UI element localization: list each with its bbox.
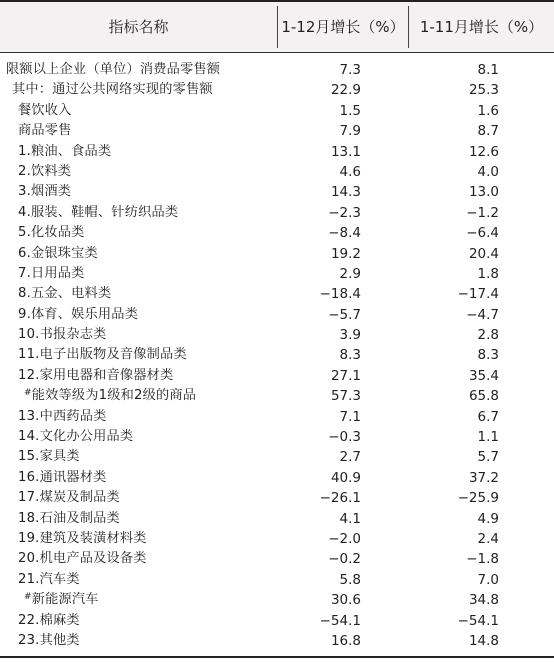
table-row xyxy=(0,305,554,325)
jan-dec-growth-value: −0.3 xyxy=(328,429,361,446)
bottom-rule xyxy=(0,656,554,658)
row-label-text: 15.家具类 xyxy=(18,449,80,465)
row-label-text: 2.饮料类 xyxy=(18,163,72,179)
jan-dec-growth-value: 1.5 xyxy=(339,102,361,119)
jan-dec-growth-value: 7.3 xyxy=(339,62,361,78)
row-label xyxy=(18,162,71,182)
table-row xyxy=(0,570,554,590)
footnote-mark: # xyxy=(24,592,32,603)
row-label xyxy=(18,407,107,427)
table-row xyxy=(0,407,554,427)
table-row xyxy=(0,447,554,467)
row-label xyxy=(18,427,133,447)
table-row xyxy=(0,509,554,529)
jan-nov-growth-value: 1.1 xyxy=(477,429,499,446)
jan-nov-growth-value: 65.8 xyxy=(468,388,499,405)
table-row xyxy=(0,223,554,243)
table-row xyxy=(0,366,554,386)
jan-dec-growth-value: 27.1 xyxy=(330,367,361,384)
table-row xyxy=(0,325,554,345)
row-label xyxy=(18,182,71,202)
row-label-text: 商品零售 xyxy=(18,123,72,139)
table-row xyxy=(0,182,554,202)
table-row xyxy=(0,264,554,284)
table-row xyxy=(0,162,554,182)
jan-dec-growth-value: 57.3 xyxy=(330,388,361,405)
jan-nov-growth-value: 1.8 xyxy=(477,265,499,282)
jan-nov-growth-value: 25.3 xyxy=(468,82,499,99)
row-label xyxy=(18,468,107,488)
jan-dec-growth-value: 4.1 xyxy=(339,510,361,527)
row-label-text: 4.服装、鞋帽、针纺织品类 xyxy=(18,204,179,220)
table-row xyxy=(0,529,554,549)
header-indicator-name: 指标名称 xyxy=(108,18,169,36)
row-label-text: 13.中西药品类 xyxy=(18,408,107,424)
row-label xyxy=(18,264,85,284)
jan-dec-growth-value: 2.9 xyxy=(339,265,361,282)
row-label xyxy=(18,488,120,508)
row-label xyxy=(18,631,80,651)
jan-nov-growth-value: −1.2 xyxy=(466,204,499,221)
row-label-text: 11.电子出版物及音像制品类 xyxy=(18,347,187,363)
jan-dec-growth-value: 7.1 xyxy=(339,408,361,425)
table-row xyxy=(0,80,554,100)
jan-nov-growth-value: −25.9 xyxy=(457,490,499,507)
jan-dec-growth-value: 16.8 xyxy=(330,632,361,649)
row-label xyxy=(18,203,178,223)
jan-dec-growth-value: −18.4 xyxy=(319,286,361,303)
jan-dec-growth-value: −5.7 xyxy=(328,306,361,323)
jan-nov-growth-value: 2.8 xyxy=(477,327,499,344)
row-label-text: 16.通讯器材类 xyxy=(18,469,107,485)
table-row xyxy=(0,121,554,141)
header-jan-dec-growth: 1-12月增长（%） xyxy=(281,18,405,36)
row-label xyxy=(18,570,80,590)
row-label xyxy=(18,121,72,141)
jan-dec-growth-value: 22.9 xyxy=(330,82,361,99)
jan-dec-growth-value: 8.3 xyxy=(339,347,361,364)
table-body xyxy=(0,60,554,651)
row-label xyxy=(12,80,213,100)
row-label-text: 20.机电产品及设备类 xyxy=(18,551,147,567)
jan-dec-growth-value: −8.4 xyxy=(328,225,361,242)
row-label xyxy=(18,223,85,243)
jan-dec-growth-value: 3.9 xyxy=(339,327,361,344)
jan-dec-growth-value: −0.2 xyxy=(328,551,361,568)
jan-dec-growth-value: 30.6 xyxy=(330,592,361,609)
header-jan-nov-growth: 1-11月增长（%） xyxy=(419,18,544,36)
jan-dec-growth-value: 19.2 xyxy=(330,245,361,262)
jan-dec-growth-value: 40.9 xyxy=(330,469,361,486)
row-label xyxy=(18,611,80,631)
row-label-text: 12.家用电器和音像器材类 xyxy=(18,367,174,383)
table-row xyxy=(0,284,554,304)
row-label-text: 能效等级为1级和2级的商品 xyxy=(31,388,197,404)
table-row xyxy=(0,244,554,264)
row-label xyxy=(18,529,147,549)
row-label xyxy=(18,142,111,162)
jan-nov-growth-value: 4.0 xyxy=(477,163,499,180)
jan-nov-growth-value: −1.8 xyxy=(466,551,499,568)
jan-dec-growth-value: −26.1 xyxy=(319,490,361,507)
jan-dec-growth-value: −54.1 xyxy=(319,612,361,629)
row-label-text: 17.煤炭及制品类 xyxy=(18,490,120,506)
row-label xyxy=(18,509,120,529)
table-row xyxy=(0,468,554,488)
row-label-text: 21.汽车类 xyxy=(18,571,80,587)
table-row xyxy=(0,60,554,80)
jan-nov-growth-value: 20.4 xyxy=(468,245,499,262)
table-row xyxy=(0,549,554,569)
jan-nov-growth-value: 34.8 xyxy=(468,592,499,609)
row-label-text: 14.文化办公用品类 xyxy=(18,429,134,445)
row-label xyxy=(18,447,80,467)
row-label xyxy=(18,549,147,569)
row-label xyxy=(18,284,111,304)
row-label xyxy=(6,60,220,80)
row-label-text: 6.金银珠宝类 xyxy=(18,245,98,261)
jan-dec-growth-value: 4.6 xyxy=(339,163,361,180)
row-label-text: 5.化妆品类 xyxy=(18,225,85,241)
jan-nov-growth-value: 8.3 xyxy=(477,347,499,364)
jan-nov-growth-value: 6.7 xyxy=(477,408,499,425)
row-label-text: 7.日用品类 xyxy=(18,265,85,281)
row-label-text: 3.烟酒类 xyxy=(18,184,72,200)
row-label xyxy=(18,101,72,121)
jan-nov-growth-value: −6.4 xyxy=(466,225,499,242)
jan-nov-growth-value: 2.4 xyxy=(477,530,499,547)
jan-nov-growth-value: 35.4 xyxy=(468,367,499,384)
row-label-text: 其中：通过公共网络实现的零售额 xyxy=(12,82,213,98)
jan-dec-growth-value: −2.0 xyxy=(328,530,361,547)
table-row xyxy=(0,101,554,121)
jan-nov-growth-value: 8.1 xyxy=(477,62,499,78)
row-label-text: 新能源汽车 xyxy=(31,592,99,608)
jan-nov-growth-value: −17.4 xyxy=(457,286,499,303)
jan-nov-growth-value: 8.7 xyxy=(477,123,499,140)
row-label xyxy=(18,366,173,386)
row-label-text: 8.五金、电料类 xyxy=(18,286,112,302)
row-label xyxy=(18,325,107,345)
jan-dec-growth-value: 2.7 xyxy=(339,449,361,466)
row-label xyxy=(18,244,98,264)
table-row xyxy=(0,488,554,508)
row-label-text: 限额以上企业（单位）消费品零售额 xyxy=(6,62,221,77)
row-label-text: 餐饮收入 xyxy=(18,102,72,118)
table-row xyxy=(0,631,554,651)
row-label xyxy=(24,590,99,610)
jan-nov-growth-value: 13.0 xyxy=(468,184,499,201)
table-row xyxy=(0,203,554,223)
jan-dec-growth-value: 7.9 xyxy=(339,123,361,140)
table-row xyxy=(0,386,554,406)
table-row xyxy=(0,590,554,610)
header-rule xyxy=(0,52,554,53)
row-label-text: 1.粮油、食品类 xyxy=(18,143,112,159)
footnote-mark: # xyxy=(24,388,32,399)
row-label xyxy=(24,386,196,406)
row-label xyxy=(18,305,138,325)
row-label xyxy=(18,345,187,365)
jan-nov-growth-value: 5.7 xyxy=(477,449,499,466)
jan-nov-growth-value: 37.2 xyxy=(468,469,499,486)
jan-dec-growth-value: −2.3 xyxy=(328,204,361,221)
row-label-text: 23.其他类 xyxy=(18,632,80,648)
row-label-text: 22.棉麻类 xyxy=(18,612,80,628)
row-label-text: 18.石油及制品类 xyxy=(18,510,120,526)
jan-dec-growth-value: 14.3 xyxy=(330,184,361,201)
jan-nov-growth-value: 1.6 xyxy=(477,102,499,119)
jan-nov-growth-value: −4.7 xyxy=(466,306,499,323)
jan-nov-growth-value: 7.0 xyxy=(477,571,499,588)
table-row xyxy=(0,345,554,365)
table-row xyxy=(0,427,554,447)
jan-dec-growth-value: 13.1 xyxy=(330,143,361,160)
row-label-text: 19.建筑及装潢材料类 xyxy=(18,530,147,546)
jan-nov-growth-value: 12.6 xyxy=(468,143,499,160)
table-row xyxy=(0,142,554,162)
jan-nov-growth-value: 14.8 xyxy=(468,632,499,649)
row-label-text: 10.书报杂志类 xyxy=(18,327,107,343)
row-label-text: 9.体育、娱乐用品类 xyxy=(18,306,139,322)
jan-nov-growth-value: −54.1 xyxy=(457,612,499,629)
jan-dec-growth-value: 5.8 xyxy=(339,571,361,588)
jan-nov-growth-value: 4.9 xyxy=(477,510,499,527)
table-row xyxy=(0,611,554,631)
